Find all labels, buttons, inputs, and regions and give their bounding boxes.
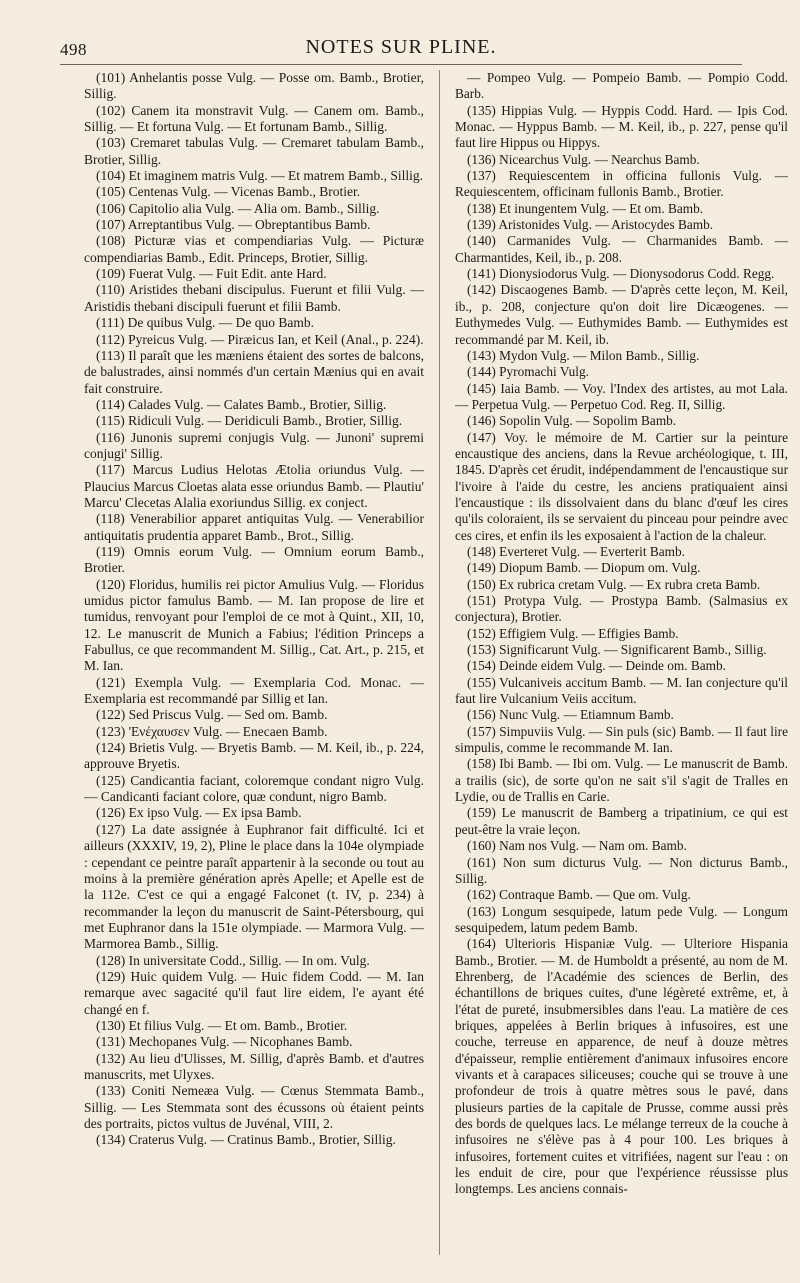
note-paragraph: (151) Protypa Vulg. — Prostypa Bamb. (Salmasius ex conjectura), Brotier. [455,593,788,625]
note-paragraph: (164) Ulterioris Hispaniæ Vulg. — Ulteriore Hispania Bamb., Brotier. — M. de Humboldt a présenté, au nom de M. Ehrenberg, de l'Académie des sciences de Berlin, des échantillons de briques cuites, d'une légèreté extrême, et, à l'état de pureté, insubmersibles dans l'eau. La matière de ces briques, appelées à Berlin briques à infusoires, est une couche, terreuse en apparence, de neuf à douze mètres d'épaisseur, remplie entièrement d'animaux infusoires encore vivants et à carapaces siliceuses; couche qui se trouve à une profondeur de trois à quatre mètres sous le pavé, dans plusieurs parties de la capitale de Prusse, comme aussi près des bords de quelques lacs. Le mélange terreux de la couche à infusoires ne s'élève pas à 4 pour 100. Les briques à infusoires, fortement cuites et vitrifiées, nagent sur l'eau : on les enduit de cire, pour que l'expérience réussisse plus longtemps. Les anciens connais- [455,936,788,1197]
note-paragraph: (130) Et filius Vulg. — Et om. Bamb., Brotier. [96,1017,348,1033]
note-paragraph: (114) Calades Vulg. — Calates Bamb., Brotier, Sillig. [96,396,387,412]
note-paragraph: (105) Centenas Vulg. — Vicenas Bamb., Brotier. [96,184,361,200]
note-paragraph: (122) Sed Priscus Vulg. — Sed om. Bamb. [96,707,328,723]
note-paragraph: (144) Pyromachi Vulg. [467,364,589,380]
note-paragraph: (150) Ex rubrica cretam Vulg. — Ex rubra creta Bamb. [467,576,761,592]
note-paragraph: (107) Arreptantibus Vulg. — Obreptantibus Bamb. [96,217,371,233]
running-header [60,36,742,65]
note-paragraph: (142) Discaogenes Bamb. — D'après cette leçon, M. Keil, ib., p. 208, conjecture qu'on doit lire Dicæogenes. — Euthymedes Vulg. — Euthymides Bamb. — Euthymides est recommandé par M. Keil, ib. [455,282,788,347]
note-paragraph: (161) Non sum dicturus Vulg. — Non dicturus Bamb., Sillig. [455,854,788,886]
note-paragraph: (118) Venerabilior apparet antiquitas Vulg. — Venerabilior antiquitatis prudentia apparet Bamb., Brot., Sillig. [84,511,424,543]
left-column [84,70,424,1265]
note-paragraph: (127) La date assignée à Euphranor fait difficulté. Ici et ailleurs (XXXIV, 19, 2), Pline le place dans la 104e olympiade : cependant ce peintre paraît appartenir à la seconde ou tout au moins à la première génération après Apelle; et Apelle est de la 112e. C'est ce qui a engagé Falconet (t. IV, p. 234) à recommander la leçon du manuscrit de Saint-Pétersbourg, qui met Euphranor dans la 151e olympiade. — Marmora Vulg. — Marmorea Bamb., Sillig. [84,821,424,952]
note-paragraph: (128) In universitate Codd., Sillig. — In om. Vulg. [96,952,370,968]
right-column [455,70,788,1265]
note-paragraph: (104) Et imaginem matris Vulg. — Et matrem Bamb., Sillig. [96,168,424,184]
note-paragraph: (160) Nam nos Vulg. — Nam om. Bamb. [467,838,687,854]
note-paragraph: (131) Mechopanes Vulg. — Nicophanes Bamb. [96,1034,353,1050]
note-paragraph: (110) Aristides thebani discipulus. Fuerunt et filii Vulg. — Aristidis thebani discipuli fuerunt et filii Bamb. [84,282,424,314]
note-paragraph: (135) Hippias Vulg. — Hyppis Codd. Hard. — Ipis Cod. Monac. — Hyppus Bamb. — M. Keil, ib., p. 227, pense qu'il faut lire Hippus ou Hippys. [455,102,788,151]
note-paragraph: (145) Iaia Bamb. — Voy. l'Index des artistes, au mot Lala. — Perpetua Vulg. — Perpetuo Cod. Reg. II, Sillig. [455,380,788,412]
note-paragraph: (149) Diopum Bamb. — Diopum om. Vulg. [467,560,701,576]
note-paragraph: (138) Et inungentem Vulg. — Et om. Bamb. [467,200,704,216]
note-paragraph: (153) Significarunt Vulg. — Significarent Bamb., Sillig. [467,642,767,658]
note-paragraph: (159) Le manuscrit de Bamberg a tripatinium, ce qui est peut-être la vraie leçon. [455,805,788,837]
note-paragraph: (136) Nicearchus Vulg. — Nearchus Bamb. [467,151,700,167]
note-paragraph: (101) Anhelantis posse Vulg. — Posse om. Bamb., Brotier, Sillig. [84,70,424,102]
note-paragraph: (111) De quibus Vulg. — De quo Bamb. [96,315,315,331]
column-divider [439,70,440,1255]
note-paragraph: (143) Mydon Vulg. — Milon Bamb., Sillig. [467,347,700,363]
note-paragraph: (147) Voy. le mémoire de M. Cartier sur la peinture encaustique des anciens, dans la Revue archéologique, t. III, 1845. D'après cet érudit, indépendamment de l'encaustique sur l'ivoire à l'aide du cestre, les anciens pratiquaient ainsi l'encaustique : ils dissolvaient dans du blanc d'œuf les cires qu'ils coloraient, ils se servaient du pinceau pour peindre avec ces cires, et enfin ils les exposaient à l'action de la chaleur. [455,429,788,543]
note-paragraph: (117) Marcus Ludius Helotas Ætolia oriundus Vulg. — Plaucius Marcus Cloetas alata esse oriundus Bamb. — Plautiu' Marcu' Clecetas Alalia exoriundus Sillig. ex conject. [84,462,424,510]
note-paragraph: (113) Il paraît que les mæniens étaient des sortes de balcons, de balustrades, ainsi nommés d'un certain Mænius qui en avait fait construire. [84,347,424,396]
note-paragraph: (140) Carmanides Vulg. — Charmanides Bamb. — Charmantides, Keil, ib., p. 208. [455,233,788,265]
note-paragraph: (109) Fuerat Vulg. — Fuit Edit. ante Hard. [96,266,327,282]
note-paragraph: (132) Au lieu d'Ulisses, M. Sillig, d'après Bamb. et d'autres manuscrits, met Ulyxes. [84,1050,424,1082]
note-paragraph: (148) Everteret Vulg. — Everterit Bamb. [467,543,685,559]
note-paragraph: (106) Capitolio alia Vulg. — Alia om. Bamb., Sillig. [96,200,380,216]
note-paragraph: (115) Ridiculi Vulg. — Deridiculi Bamb., Brotier, Sillig. [96,413,403,429]
note-paragraph: (133) Coniti Nemeæa Vulg. — Cœnus Stemmata Bamb., Sillig. — Les Stemmata sont des écussons où étaient peints des portraits, pictos vultus de Juvénal, VIII, 2. [84,1083,424,1131]
note-paragraph: (134) Craterus Vulg. — Cratinus Bamb., Brotier, Sillig. [96,1132,396,1148]
running-title: NOTES SUR PLINE. [305,36,497,58]
note-paragraph: (141) Dionysiodorus Vulg. — Dionysodorus Codd. Regg. [467,266,775,282]
note-paragraph: (125) Candicantia faciant, coloremque condant nigro Vulg. — Candicanti faciant colore, quæ condunt, nigro Bamb. [84,772,424,805]
note-paragraph: (103) Cremaret tabulas Vulg. — Cremaret tabulam Bamb., Brotier, Sillig. [84,135,424,167]
note-paragraph: (120) Floridus, humilis rei pictor Amulius Vulg. — Floridus umidus pictor famulus Bamb. — M. Ian propose de lire et tumidus, renvoyant pour l'emploi de ce mot à Quint., XII, 10, 12. Le manuscrit de Munich a Fabius; l'édition Princeps a Fabullus, ce que recommandent M. Sillig., Cat. Art., p. 215, et M. Ian. [84,576,424,674]
note-paragraph: (154) Deinde eidem Vulg. — Deinde om. Bamb. [467,658,726,674]
note-paragraph: (121) Exempla Vulg. — Exemplaria Cod. Monac. — Exemplaria est recommandé par Sillig et Ian. [84,674,424,707]
note-paragraph: (156) Nunc Vulg. — Etiamnum Bamb. [467,707,674,723]
note-paragraph: (152) Effigiem Vulg. — Effigies Bamb. [467,625,679,641]
note-paragraph: (155) Vulcaniveis accitum Bamb. — M. Ian conjecture qu'il faut lire Vulcanium Veiis accitum. [455,674,788,707]
note-paragraph: (129) Huic quidem Vulg. — Huic fidem Codd. — M. Ian remarque avec sagacité qu'il faut lire eidem, l'e ayant été changé en f. [84,968,424,1017]
note-paragraph: (158) Ibi Bamb. — Ibi om. Vulg. — Le manuscrit de Bamb. a trailis (sic), de sorte qu'on ne sait s'il s'agit de Tralles en Lydie, ou de Trallis en Carie. [455,756,788,805]
note-paragraph: (146) Sopolin Vulg. — Sopolim Bamb. [467,413,677,429]
note-paragraph: (124) Brietis Vulg. — Bryetis Bamb. — M. Keil, ib., p. 224, approuve Bryetis. [84,740,424,772]
note-paragraph: (102) Canem ita monstravit Vulg. — Canem om. Bamb., Sillig. — Et fortuna Vulg. — Et fortunam Bamb., Sillig. [84,102,424,135]
page-number: 498 [60,40,87,59]
note-paragraph: (112) Pyreicus Vulg. — Piræicus Ian, et Keil (Anal., p. 224). [96,331,424,347]
note-paragraph: (119) Omnis eorum Vulg. — Omnium eorum Bamb., Brotier. [84,543,424,576]
note-paragraph: (139) Aristonides Vulg. — Aristocydes Bamb. [467,217,714,233]
note-paragraph: (126) Ex ipso Vulg. — Ex ipsa Bamb. [96,805,302,821]
note-paragraph: (163) Longum sesquipede, latum pede Vulg. — Longum sesquipedem, latum pedem Bamb. [455,903,788,935]
note-paragraph: — Pompeo Vulg. — Pompeio Bamb. — Pompio Codd. Barb. [455,70,788,102]
note-paragraph: (157) Simpuviis Vulg. — Sin puls (sic) Bamb. — Il faut lire simpulis, comme le recommande M. Ian. [455,723,788,756]
note-paragraph: (162) Contraque Bamb. — Que om. Vulg. [467,887,691,903]
note-paragraph: (123) 'Ενέχαυσεν Vulg. — Enecaen Bamb. [96,723,328,739]
note-paragraph: (108) Picturæ vias et compendiarias Vulg. — Picturæ compendiarias Bamb., Edit. Princeps, Brotier, Sillig. [84,233,424,265]
note-paragraph: (116) Junonis supremi conjugis Vulg. — Junoni' supremi conjugi' Sillig. [84,429,424,461]
note-paragraph: (137) Requiescentem in officina fullonis Vulg. — Requiescentem, officinam fullonis Bamb., Brotier. [455,168,788,200]
